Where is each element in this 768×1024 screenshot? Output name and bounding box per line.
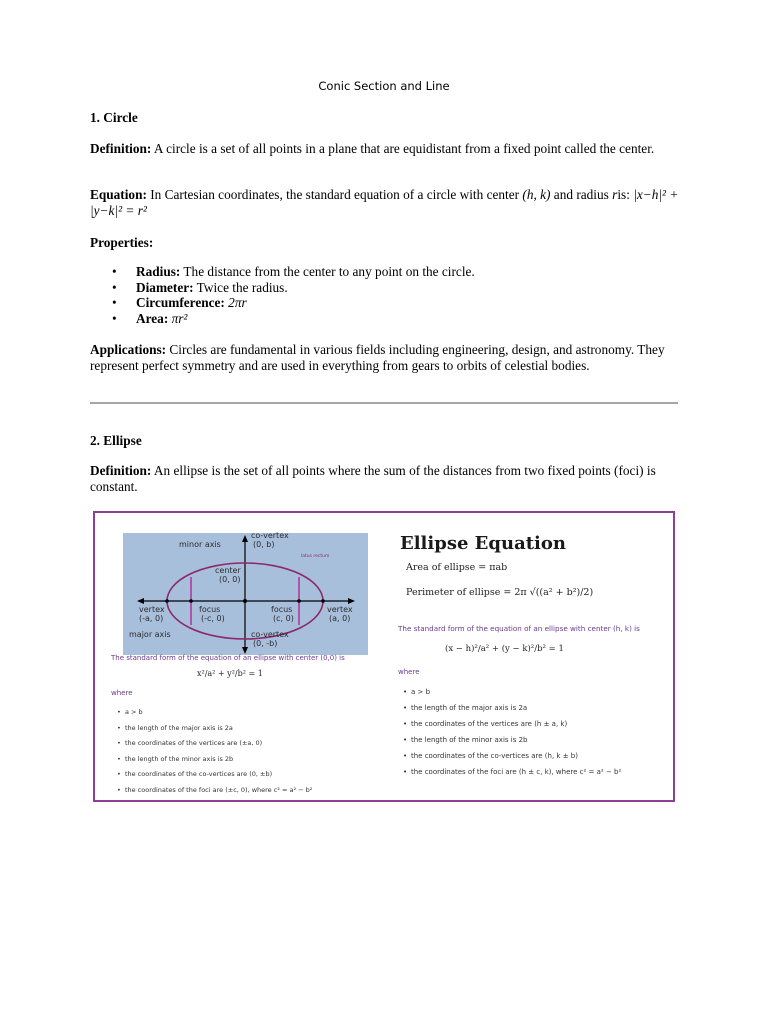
label-center: center — [215, 566, 241, 575]
list-item: • the coordinates of the foci are (h ± c, k), where c² = a² − b² — [411, 764, 621, 780]
equation-r: r — [612, 187, 618, 202]
property-label: Circumference: — [136, 295, 225, 310]
list-item: • the coordinates of the vertices are (±a, 0) — [125, 736, 312, 752]
list-item: • the length of the minor axis is 2b — [411, 732, 621, 748]
applications-label: Applications: — [90, 342, 167, 357]
right-standard-form: The standard form of the equation of an ellipse with center (h, k) is — [398, 624, 640, 633]
property-item: • Area: πr² — [112, 310, 188, 326]
property-item: • Diameter: Twice the radius. — [112, 279, 288, 295]
property-item: • Radius: The distance from the center to any point on the circle. — [112, 264, 475, 279]
right-equation: (x − h)²/a² + (y − k)²/b² = 1 — [445, 644, 564, 654]
perimeter-line: Perimeter of ellipse = 2π √((a² + b²)/2) — [406, 587, 594, 598]
section-divider — [90, 402, 678, 404]
applications-text: Circles are fundamental in various fields including engineering, design, and astronomy. They represent perfect symmetry and are used in everything from gears to orbits of celestial bodies. — [90, 342, 665, 373]
label-focus-right-coord: (c, 0) — [273, 614, 294, 623]
equation-text-3: is: — [617, 187, 634, 202]
definition-label: Definition: — [90, 463, 152, 478]
area-line: Area of ellipse = πab — [406, 562, 508, 573]
left-where: where — [111, 689, 133, 697]
right-property-list — [411, 684, 621, 780]
circle-applications — [90, 342, 680, 373]
property-label: Radius: — [136, 264, 181, 279]
equation-center: (h, k) — [522, 187, 551, 202]
label-co-vertex-top-coord: (0, b) — [253, 540, 275, 549]
circle-heading: 1. Circle — [90, 110, 138, 125]
ellipse-definition — [90, 463, 680, 494]
left-property-list — [125, 705, 312, 798]
label-focus-left-coord: (-c, 0) — [201, 614, 225, 623]
list-item: • the coordinates of the co-vertices are (h, k ± b) — [411, 748, 621, 764]
equation-text-2: and radius — [550, 187, 613, 202]
list-item: • the coordinates of the foci are (±c, 0), where c² = a² − b² — [125, 783, 312, 799]
label-vertex-left-coord: (-a, 0) — [139, 614, 164, 623]
property-text: The distance from the center to any point on the circle. — [180, 264, 475, 279]
left-equation: x²/a² + y²/b² = 1 — [197, 669, 263, 678]
properties-list — [90, 264, 475, 326]
property-text: πr² — [168, 310, 188, 326]
circle-equation — [90, 187, 680, 218]
label-vertex-left: vertex — [139, 605, 165, 614]
list-item: • the length of the minor axis is 2b — [125, 752, 312, 768]
properties-label: Properties: — [90, 235, 154, 250]
label-focus-left: focus — [199, 605, 221, 614]
list-item: • a > b — [125, 705, 312, 721]
definition-label: Definition: — [90, 141, 152, 156]
list-item: • the coordinates of the vertices are (h ± a, k) — [411, 716, 621, 732]
label-vertex-right-coord: (a, 0) — [329, 614, 351, 623]
label-co-vertex-bottom-coord: (0, -b) — [253, 639, 278, 648]
label-co-vertex-bottom: co-vertex — [251, 630, 289, 639]
property-label: Area: — [136, 310, 169, 326]
list-item: • a > b — [411, 684, 621, 700]
label-focus-right: focus — [271, 605, 293, 614]
ellipse-figure — [93, 511, 675, 802]
equation-text-1: In Cartesian coordinates, the standard equation of a circle with center — [146, 187, 523, 202]
left-standard-form: The standard form of the equation of an ellipse with center (0,0) is — [111, 654, 345, 662]
document-title: Conic Section and Line — [318, 79, 450, 93]
ellipse-diagram — [123, 533, 368, 655]
property-text: Twice the radius. — [193, 279, 288, 295]
list-item: • the coordinates of the co-vertices are (0, ±b) — [125, 767, 312, 783]
circle-definition — [90, 141, 680, 157]
definition-text: An ellipse is the set of all points where the sum of the distances from two fixed points (foci) is constant. — [90, 463, 656, 494]
list-item: • the length of the major axis is 2a — [125, 721, 312, 737]
label-major-axis: major axis — [129, 630, 171, 639]
definition-text: A circle is a set of all points in a plane that are equidistant from a fixed point called the center. — [151, 141, 655, 156]
label-center-coord: (0, 0) — [219, 575, 241, 584]
property-item: • Circumference: 2πr — [112, 295, 247, 310]
ellipse-equation-title: Ellipse Equation — [400, 533, 566, 554]
equation-label: Equation: — [90, 187, 147, 202]
property-label: Diameter: — [136, 279, 194, 295]
property-text: 2πr — [224, 295, 247, 310]
ellipse-heading: 2. Ellipse — [90, 433, 142, 448]
equation-formula: |x−h|² + |y−k|² = r² — [90, 187, 679, 218]
right-where: where — [398, 668, 420, 676]
list-item: • the length of the major axis is 2a — [411, 700, 621, 716]
label-latus-rectum: latus rectum — [301, 554, 330, 559]
label-vertex-right: vertex — [327, 605, 353, 614]
label-minor-axis: minor axis — [179, 540, 221, 549]
label-co-vertex-top: co-vertex — [251, 531, 289, 540]
